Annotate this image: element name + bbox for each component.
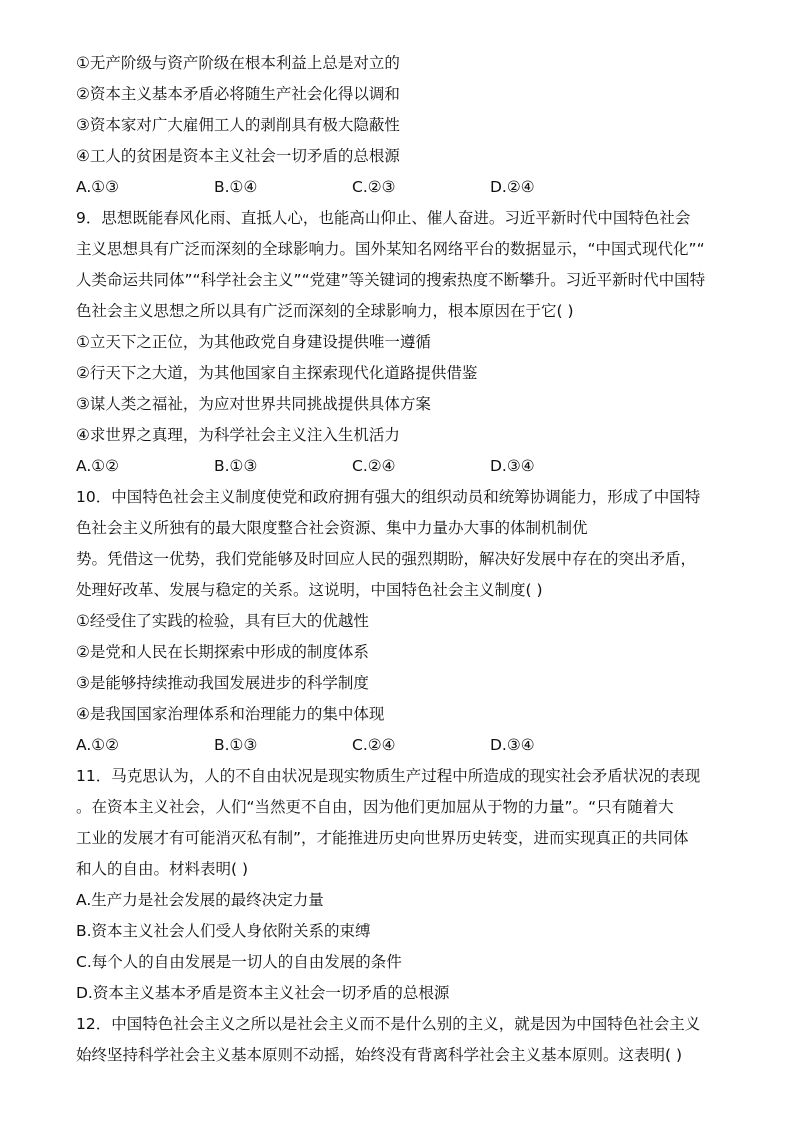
question-10 [76,482,726,761]
question-stem-line: 12．中国特色社会主义之所以是社会主义而不是什么别的主义，就是因为中国特色社会主义 [76,1015,701,1033]
option-b: B.①④ [214,178,258,196]
choice-c: C.每个人的自由发展是一切人的自由发展的条件 [76,953,402,971]
option-d: D.②④ [490,178,535,196]
question-stem-line: 处理好改革、发展与稳定的关系。这说明，中国特色社会主义制度( ) [76,581,543,599]
option-d: D.③④ [490,736,535,754]
choice-d: D.资本主义基本矛盾是资本主义社会一切矛盾的总根源 [76,984,450,1002]
option-b: B.①③ [214,736,258,754]
statement: ①立天下之正位，为其他政党自身建设提供唯一遵循 [76,333,431,351]
question-stem-line: 色社会主义思想之所以具有广泛而深刻的全球影响力，根本原因在于它( ) [76,302,574,320]
statement: ①无产阶级与资产阶级在根本利益上总是对立的 [76,54,400,72]
option-a: A.①② [76,457,120,475]
question-stem-line: 人类命运共同体”“科学社会主义”“党建”等关键词的搜索热度不断攀升。习近平新时代中国特 [76,271,706,289]
question-stem-line: 和人的自由。材料表明( ) [76,860,249,878]
option-a: A.①③ [76,178,120,196]
answer-options [76,172,726,203]
statement: ③谋人类之福祉，为应对世界共同挑战提供具体方案 [76,395,431,413]
question-stem-line: 势。凭借这一优势，我们党能够及时回应人民的强烈期盼，解决好发展中存在的突出矛盾， [76,550,697,568]
option-b: B.①③ [214,457,258,475]
answer-options [76,730,726,761]
statement: ③资本家对广大雇佣工人的剥削具有极大隐蔽性 [76,116,400,134]
question-stem-line: 工业的发展才有可能消灭私有制”，才能推进历史向世界历史转变，进而实现真正的共同体 [76,829,689,847]
statement: ①经受住了实践的检验，具有巨大的优越性 [76,612,369,630]
option-d: D.③④ [490,457,535,475]
question-9 [76,203,726,482]
question-stem-line: 11．马克思认为，人的不自由状况是现实物质生产过程中所造成的现实社会矛盾状况的表现 [76,767,701,785]
statement: ②资本主义基本矛盾必将随生产社会化得以调和 [76,85,400,103]
statement: ②是党和人民在长期探索中形成的制度体系 [76,643,369,661]
option-c: C.②④ [352,457,396,475]
option-c: C.②③ [352,178,396,196]
question-12 [76,1009,726,1071]
choice-a: A.生产力是社会发展的最终决定力量 [76,891,324,909]
statement: ②行天下之大道，为其他国家自主探索现代化道路提供借鉴 [76,364,478,382]
exam-page [76,48,726,1071]
statement: ④工人的贫困是资本主义社会一切矛盾的总根源 [76,147,400,165]
option-c: C.②④ [352,736,396,754]
question-stem-line: 主义思想具有广泛而深刻的全球影响力。国外某知名网络平台的数据显示，“中国式现代化”“ [76,240,705,258]
statement: ④是我国国家治理体系和治理能力的集中体现 [76,705,385,723]
choice-b: B.资本主义社会人们受人身依附关系的束缚 [76,922,371,940]
question-stem-line: 9．思想既能春风化雨、直抵人心，也能高山仰止、催人奋进。习近平新时代中国特色社会 [76,209,691,227]
statement: ③是能够持续推动我国发展进步的科学制度 [76,674,369,692]
question-stem-line: 始终坚持科学社会主义基本原则不动摇，始终没有背离科学社会主义基本原则。这表明( ) [76,1046,683,1064]
question-stem-line: 。在资本主义社会，人们“当然更不自由，因为他们更加屈从于物的力量”。“只有随着大 [76,798,674,816]
question-11 [76,761,726,1009]
option-a: A.①② [76,736,120,754]
statement: ④求世界之真理，为科学社会主义注入生机活力 [76,426,400,444]
question-stem-line: 10．中国特色社会主义制度使党和政府拥有强大的组织动员和统筹协调能力，形成了中国特 [76,488,701,506]
question-stem-line: 色社会主义所独有的最大限度整合社会资源、集中力量办大事的体制机制优 [76,519,588,537]
question-8 [76,48,726,203]
answer-options [76,451,726,482]
